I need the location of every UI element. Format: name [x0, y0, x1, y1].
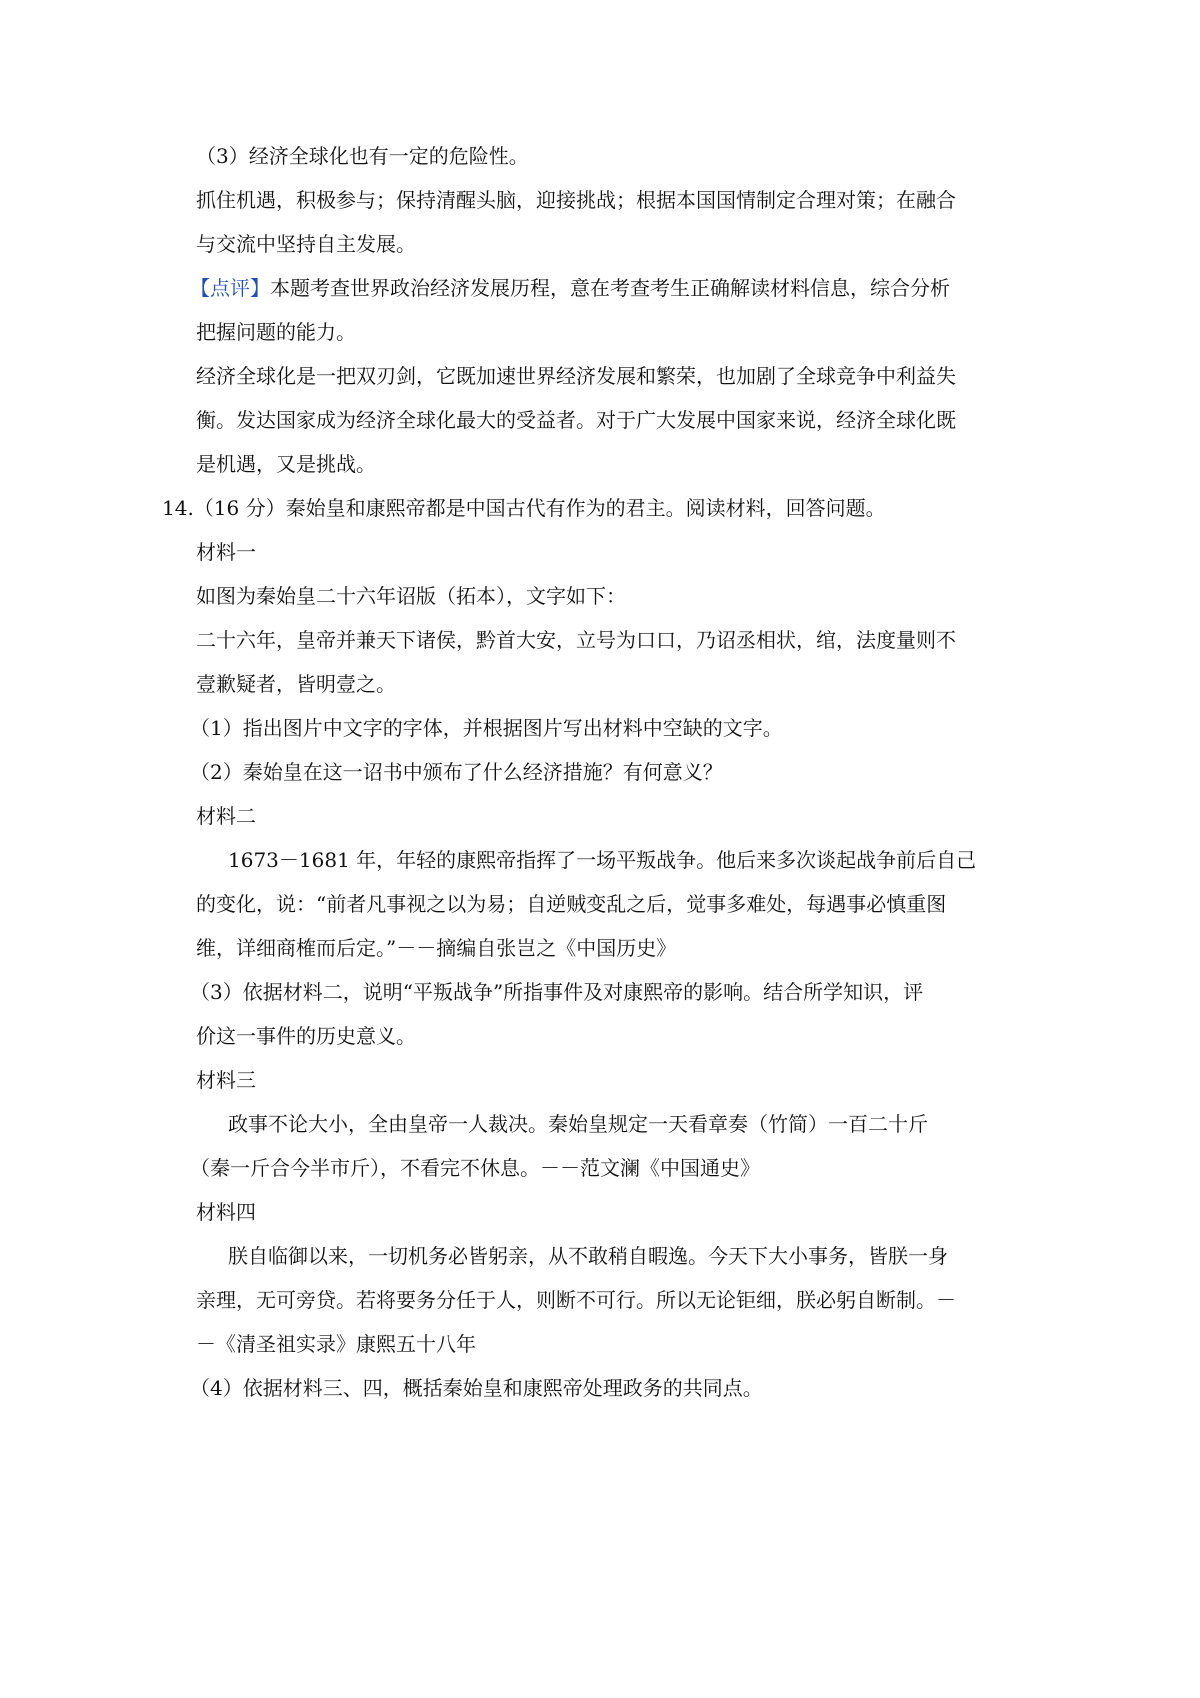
material-1-intro: 如图为秦始皇二十六年诏版（拓本），文字如下： [196, 584, 626, 608]
material-1-heading: 材料一 [196, 540, 256, 564]
answer-3-body-line-1: 抓住机遇，积极参与；保持清醒头脑，迎接挑战；根据本国国情制定合理对策；在融合 [196, 188, 956, 212]
material-4-heading: 材料四 [196, 1200, 256, 1224]
material-3-heading: 材料三 [196, 1068, 256, 1092]
question-14-title: 14.（16 分）秦始皇和康熙帝都是中国古代有作为的君主。阅读材料，回答问题。 [162, 496, 886, 520]
comment-tag: 【点评】 [190, 276, 270, 300]
sub-question-2: （2）秦始皇在这一诏书中颁布了什么经济措施？有何意义？ [190, 760, 723, 784]
material-2-text-line-1: 1673－1681 年，年轻的康熙帝指挥了一场平叛战争。他后来多次谈起战争前后自己 [228, 848, 977, 872]
material-1-text-line-2: 壹歉疑者，皆明壹之。 [196, 672, 396, 696]
answer-3-heading: （3）经济全球化也有一定的危险性。 [196, 144, 529, 168]
sub-question-1: （1）指出图片中文字的字体，并根据图片写出材料中空缺的文字。 [190, 716, 783, 740]
comment-body-line-2: 衡。发达国家成为经济全球化最大的受益者。对于广大发展中国家来说，经济全球化既 [196, 408, 956, 432]
comment-body-line-3: 是机遇，又是挑战。 [196, 452, 376, 476]
material-3-text-line-1: 政事不论大小，全由皇帝一人裁决。秦始皇规定一天看章奏（竹简）一百二十斤 [228, 1112, 928, 1136]
comment-line-1 [190, 276, 950, 300]
material-1-text-line-1: 二十六年，皇帝并兼天下诸侯，黔首大安，立号为口口，乃诏丞相状，绾，法度量则不 [196, 628, 956, 652]
material-2-heading: 材料二 [196, 804, 256, 828]
material-2-text-line-3: 维，详细商榷而后定。”－－摘编自张岂之《中国历史》 [196, 936, 677, 960]
answer-3-body-line-2: 与交流中坚持自主发展。 [196, 232, 416, 256]
sub-question-3-line-1: （3）依据材料二，说明“平叛战争”所指事件及对康熙帝的影响。结合所学知识，评 [190, 980, 924, 1004]
material-2-text-line-2: 的变化，说：“前者凡事视之以为易；自逆贼变乱之后，觉事多难处，每遇事必慎重图 [196, 892, 947, 916]
sub-question-4: （4）依据材料三、四，概括秦始皇和康熙帝处理政务的共同点。 [190, 1376, 763, 1400]
sub-question-3-line-2: 价这一事件的历史意义。 [196, 1024, 416, 1048]
material-4-text-line-2: 亲理，无可旁贷。若将要务分任于人，则断不可行。所以无论钜细，朕必躬自断制。－ [196, 1288, 956, 1312]
material-4-text-line-3: －《清圣祖实录》康熙五十八年 [196, 1332, 476, 1356]
comment-text: 本题考查世界政治经济发展历程，意在考查考生正确解读材料信息，综合分析 [270, 276, 950, 300]
comment-body-line-1: 经济全球化是一把双刃剑，它既加速世界经济发展和繁荣，也加剧了全球竞争中利益失 [196, 364, 956, 388]
material-3-text-line-2: （秦一斤合今半市斤），不看完不休息。－－范文澜《中国通史》 [190, 1156, 760, 1180]
comment-line-2: 把握问题的能力。 [196, 320, 356, 344]
material-4-text-line-1: 朕自临御以来，一切机务必皆躬亲，从不敢稍自暇逸。今天下大小事务，皆朕一身 [228, 1244, 948, 1268]
